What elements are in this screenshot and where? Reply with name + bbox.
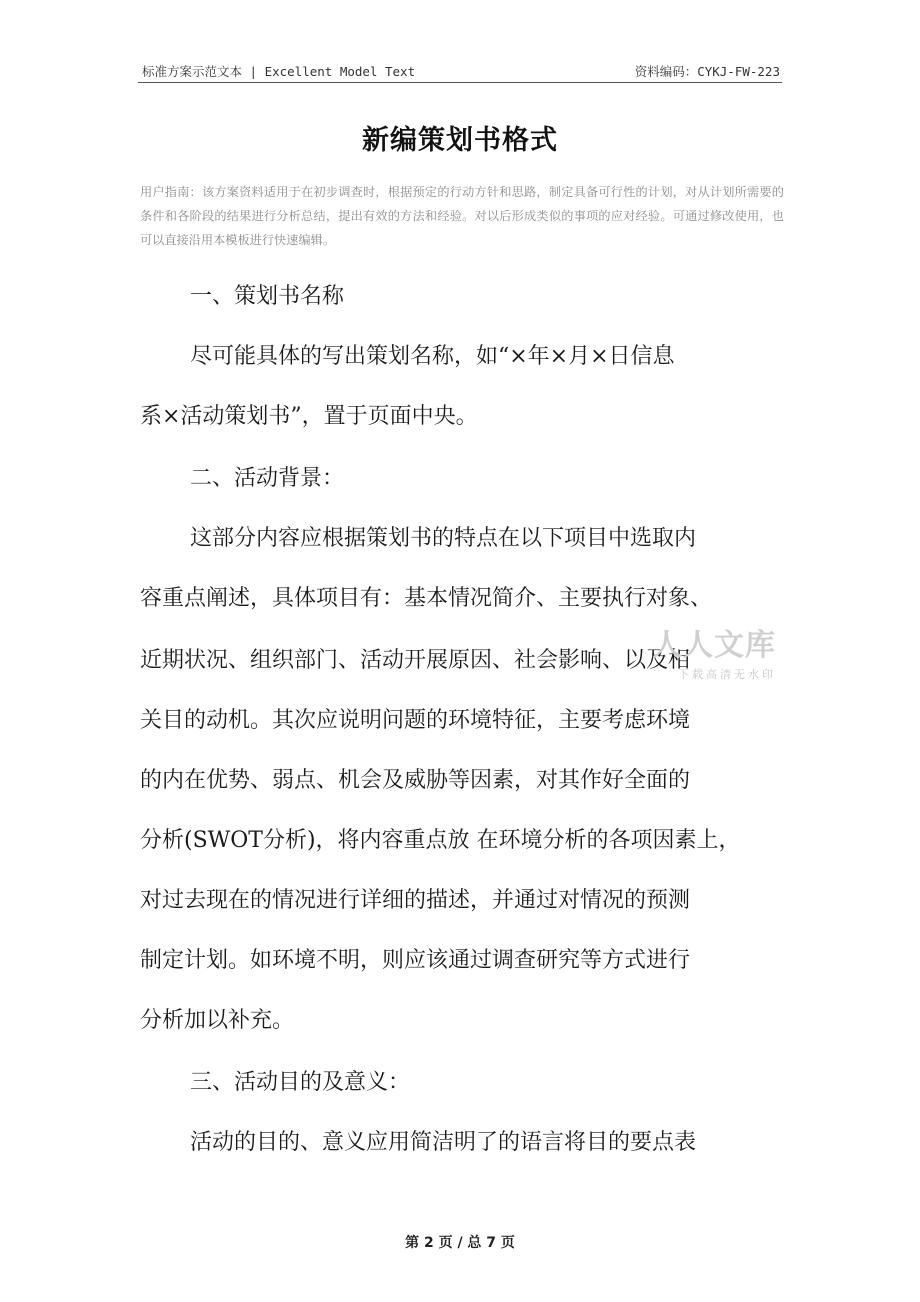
section-heading-1: 一、策划书名称 <box>190 284 345 309</box>
paragraph-line: 制定计划。如环境不明，则应该通过调查研究等方式进行 <box>140 948 691 973</box>
paragraph-line: 分析加以补充。 <box>140 1008 295 1033</box>
header-divider <box>138 82 782 83</box>
user-guide-note: 用户指南：该方案资料适用于在初步调查时，根据预定的行动方针和思路，制定具备可行性的计划，对从计划所需要的条件和各阶段的结果进行分析总结，提出有效的方法和经验。对以后形成类似的事项的应对经验。可通过修改使用，也可以直接沿用本模板进行快速编辑。 <box>140 185 784 247</box>
paragraph-line: 分析(SWOT分析)，将内容重点放 在环境分析的各项因素上， <box>140 828 741 853</box>
page-header <box>138 62 782 82</box>
header-left-text: 标准方案示范文本 | Excellent Model Text <box>142 64 416 79</box>
document-title: 新编策划书格式 <box>362 125 558 156</box>
paragraph-line: 活动的目的、意义应用简洁明了的语言将目的要点表 <box>190 1130 697 1155</box>
section-heading-3: 三、活动目的及意义： <box>190 1070 411 1095</box>
paragraph-line: 关目的动机。其次应说明问题的环境特征，主要考虑环境 <box>140 708 691 733</box>
paragraph-line: 系×活动策划书”，置于页面中央。 <box>140 404 478 429</box>
paragraph-line: 这部分内容应根据策划书的特点在以下项目中选取内 <box>190 526 697 551</box>
paragraph-line: 近期状况、组织部门、活动开展原因、社会影响、以及相 <box>140 648 691 673</box>
page-number: 第 2 页 / 总 7 页 <box>405 1235 515 1251</box>
section-heading-2: 二、活动背景： <box>190 466 345 491</box>
document-code: 资料编码：CYKJ-FW-223 <box>634 64 780 79</box>
watermark <box>648 620 788 690</box>
paragraph-line: 的内在优势、弱点、机会及威胁等因素，对其作好全面的 <box>140 768 691 793</box>
paragraph-line: 对过去现在的情况进行详细的描述，并通过对情况的预测 <box>140 888 691 913</box>
paragraph-line: 尽可能具体的写出策划名称，如“×年×月×日信息 <box>190 344 675 369</box>
paragraph-line: 容重点阐述，具体项目有：基本情况简介、主要执行对象、 <box>140 586 713 611</box>
watermark-subtitle: 下载高清无水印 <box>678 668 776 681</box>
watermark-logo-text: 人人文库 <box>652 628 776 663</box>
